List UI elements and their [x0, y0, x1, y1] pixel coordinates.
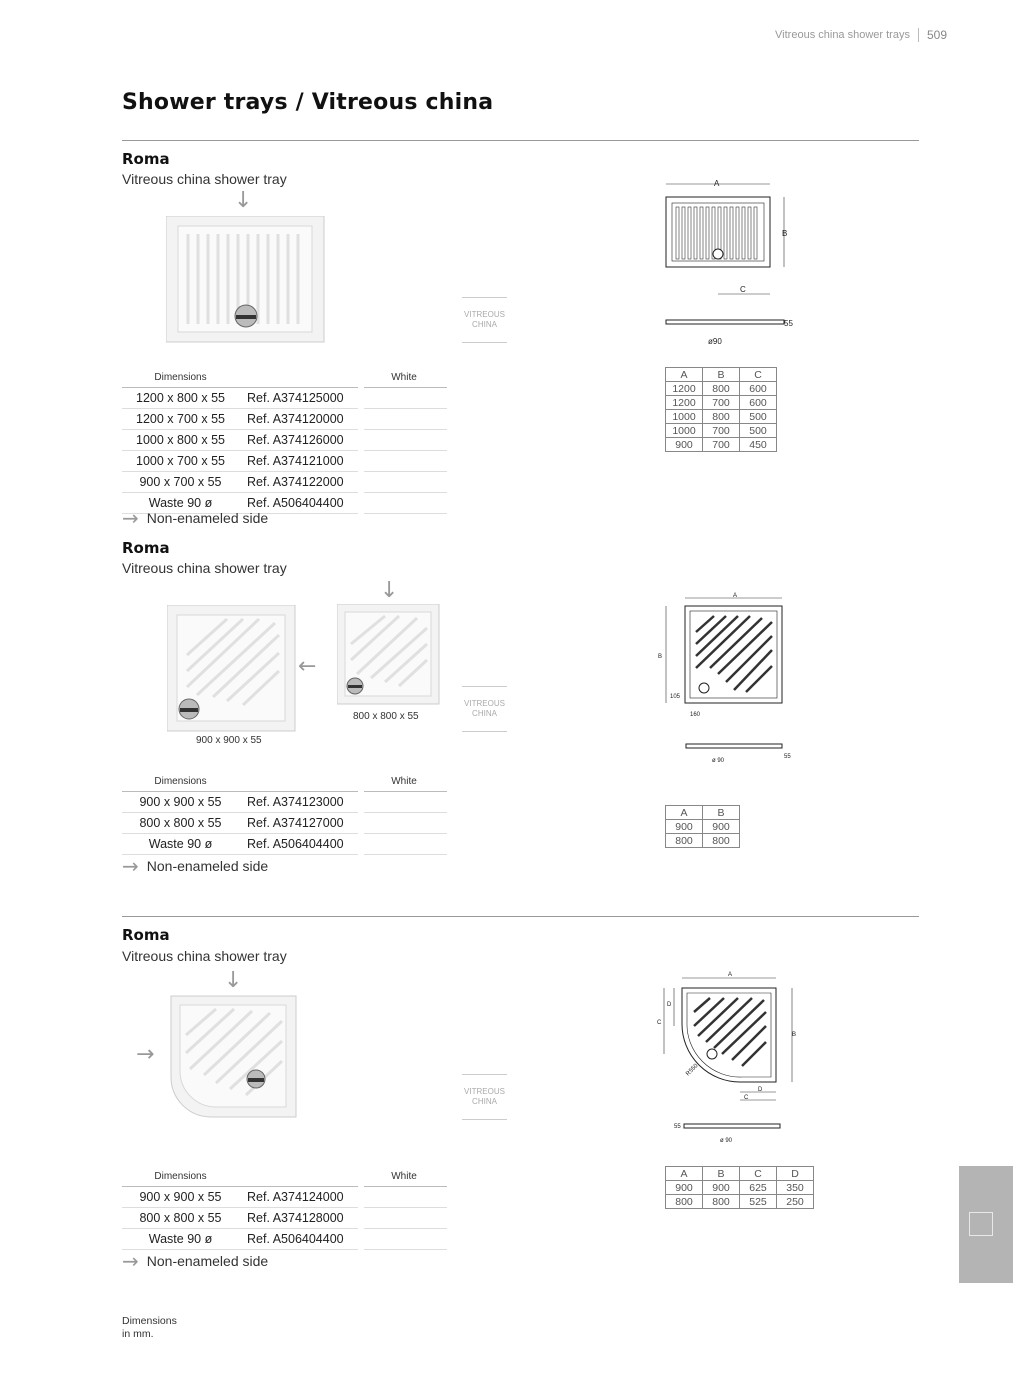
dimensions-table: [122, 771, 447, 855]
svg-text:C: C: [740, 285, 746, 294]
product-name: Roma: [122, 926, 170, 944]
dimensions-table: [122, 367, 447, 514]
title-rule: [122, 140, 919, 141]
dimensions-header: Dimensions: [122, 771, 239, 792]
svg-text:D: D: [667, 1002, 672, 1008]
section-rule: [122, 916, 919, 917]
running-header-section: Vitreous china shower trays: [775, 29, 910, 41]
running-header: [775, 28, 947, 42]
svg-text:C: C: [744, 1095, 749, 1101]
page-title: Shower trays / Vitreous china: [122, 90, 494, 115]
svg-text:B: B: [782, 229, 788, 238]
product-subtitle: Vitreous china shower tray: [122, 171, 287, 187]
arrow-down-icon: ↓: [224, 968, 243, 993]
tray-photo-rectangular: [166, 216, 326, 344]
spec-table: A B 900 900 800 800: [665, 805, 740, 848]
table-row: 900 x 700 x 55 Ref. A374122000: [122, 472, 447, 493]
technical-drawing-rectangular: [660, 176, 800, 348]
svg-text:D: D: [758, 1087, 763, 1093]
product-name: Roma: [122, 539, 170, 557]
svg-text:B: B: [792, 1032, 797, 1038]
product-name: Roma: [122, 150, 170, 168]
non-enameled-note: → Non-enameled side: [122, 1249, 269, 1273]
arrow-down-icon: ↓: [234, 188, 253, 213]
table-row: Waste 90 ø Ref. A506404400: [122, 493, 447, 514]
header-divider: [918, 28, 919, 42]
arrow-right-icon: →: [122, 1249, 139, 1273]
square-icon: [969, 1212, 993, 1236]
svg-text:105: 105: [670, 694, 681, 700]
photo-caption: 800 x 800 x 55: [353, 711, 419, 722]
vitreous-china-badge: VITREOUS CHINA: [462, 1074, 507, 1120]
table-row: 1200 x 800 x 55 Ref. A374125000: [122, 388, 447, 409]
arrow-left-icon: ←: [298, 654, 317, 679]
white-header: White: [361, 1166, 447, 1187]
technical-drawing-square: [656, 588, 796, 768]
footnote: Dimensions in mm.: [122, 1315, 177, 1340]
svg-text:A: A: [728, 972, 733, 978]
svg-text:B: B: [658, 654, 663, 660]
arrow-right-icon: →: [122, 506, 139, 530]
table-row: 1000 x 700 x 55 Ref. A374121000: [122, 451, 447, 472]
non-enameled-note: → Non-enameled side: [122, 506, 269, 530]
svg-text:A: A: [714, 179, 720, 188]
white-header: White: [361, 367, 447, 388]
table-row: Waste 90 ø Ref. A506404400: [122, 1229, 447, 1250]
non-enameled-note: → Non-enameled side: [122, 854, 269, 878]
section-tab[interactable]: [959, 1166, 1013, 1283]
table-row: 900 x 900 x 55 Ref. A374123000: [122, 792, 447, 813]
arrow-right-icon: →: [136, 1042, 155, 1067]
tray-photo-quadrant: [170, 995, 298, 1119]
page-number: 509: [926, 28, 947, 42]
svg-text:ø 90: ø 90: [720, 1138, 733, 1144]
spec-table: A B C 1200 800 600 1200 700 600 1000 800 500 1000 700 500 900 700 450: [665, 367, 777, 452]
arrow-down-icon: ↓: [380, 578, 399, 603]
table-row: Waste 90 ø Ref. A506404400: [122, 834, 447, 855]
table-row: 1200 x 700 x 55 Ref. A374120000: [122, 409, 447, 430]
tray-photo-square-large: [167, 605, 297, 733]
table-row: 1000 x 800 x 55 Ref. A374126000: [122, 430, 447, 451]
vitreous-china-badge: VITREOUS CHINA: [462, 686, 507, 732]
tray-photo-square-small: [337, 604, 441, 706]
dimensions-header: Dimensions: [122, 367, 239, 388]
svg-text:160: 160: [690, 712, 701, 718]
photo-caption: 900 x 900 x 55: [196, 735, 262, 746]
white-header: White: [361, 771, 447, 792]
svg-text:55: 55: [784, 754, 791, 760]
svg-text:55: 55: [784, 319, 793, 328]
svg-text:ø 90: ø 90: [712, 758, 725, 764]
svg-text:55: 55: [674, 1124, 681, 1130]
table-row: 800 x 800 x 55 Ref. A374127000: [122, 813, 447, 834]
svg-text:C: C: [657, 1020, 662, 1026]
spec-table: A B C D 900 900 625 350 800 800 525 250: [665, 1166, 814, 1209]
svg-text:A: A: [733, 593, 738, 599]
arrow-right-icon: →: [122, 854, 139, 878]
table-row: 800 x 800 x 55 Ref. A374128000: [122, 1208, 447, 1229]
product-subtitle: Vitreous china shower tray: [122, 948, 287, 964]
svg-text:R550: R550: [685, 1063, 700, 1078]
dimensions-table: [122, 1166, 447, 1250]
product-subtitle: Vitreous china shower tray: [122, 560, 287, 576]
table-row: 900 x 900 x 55 Ref. A374124000: [122, 1187, 447, 1208]
vitreous-china-badge: VITREOUS CHINA: [462, 297, 507, 343]
svg-text:ø90: ø90: [708, 337, 722, 346]
technical-drawing-quadrant: [654, 966, 800, 1148]
dimensions-header: Dimensions: [122, 1166, 239, 1187]
